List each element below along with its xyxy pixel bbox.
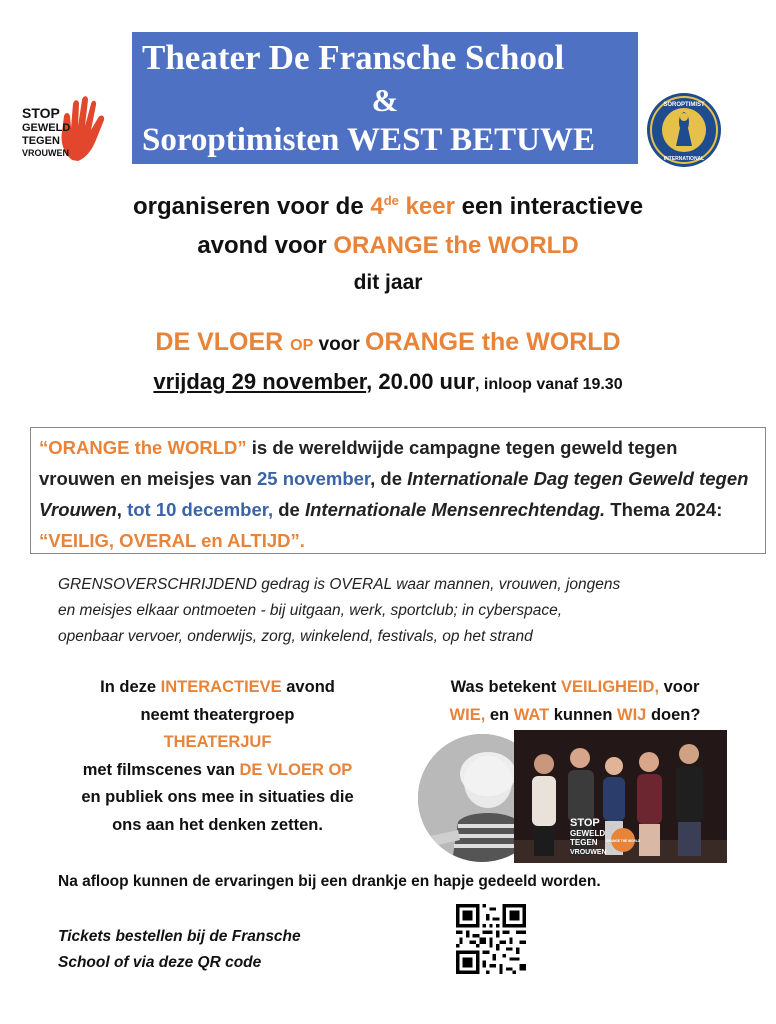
event-title-voor: voor: [313, 334, 366, 355]
soroptimist-international-emblem-icon: [646, 92, 722, 168]
left-text: avond: [281, 678, 335, 696]
intro-line-2: [0, 232, 776, 260]
soroptimist-logo-bottom-text: INTERNATIONAL: [663, 156, 705, 162]
soroptimist-logo-top-text: SOROPTIMIST: [663, 102, 705, 108]
campaign-text: ,: [116, 499, 128, 520]
left-line-5: en publiek ons mee in situaties die: [81, 788, 354, 806]
question-text: Was betekent: [450, 678, 561, 696]
photo-overlay-vrouwen: VROUWEN: [570, 849, 607, 856]
header-banner: [132, 32, 638, 164]
campaign-text: Thema 2024:: [605, 499, 723, 520]
tickets-line-1: Tickets bestellen bij de Fransche: [58, 928, 301, 945]
stop-logo-word-geweld: GEWELD: [22, 122, 71, 134]
de-vloer-op-highlight: DE VLOER OP: [239, 760, 353, 779]
left-line-6: ons aan het denken zetten.: [112, 815, 323, 834]
event-title: [0, 328, 776, 357]
gren-line-3: openbaar vervoer, onderwijs, zorg, winkelend, festivals, op het strand: [58, 628, 533, 645]
header-line-ampersand: &: [371, 82, 399, 118]
left-text: In deze: [100, 678, 161, 696]
intro-text-end: een interactieve: [454, 193, 644, 220]
interactieve-highlight: INTERACTIEVE: [160, 678, 282, 696]
intro-number-value: 4: [370, 193, 384, 220]
campaign-text: de: [273, 499, 305, 520]
intro-text: organiseren voor de: [132, 193, 371, 220]
theatergroup-illustration: [514, 730, 727, 863]
afterwards-drinks-text: Na afloop kunnen de ervaringen bij een drankje en hapje gedeeld worden.: [58, 873, 601, 890]
tickets-info: [58, 924, 438, 976]
intro-keer: keer: [398, 193, 455, 220]
interactive-evening-text: [40, 674, 395, 839]
campaign-info-box: [30, 427, 766, 554]
question-text: voor: [659, 678, 700, 696]
campaign-theme: “VEILIG, OVERAL en ALTIJD”.: [39, 530, 305, 551]
header-line-soroptimisten: Soroptimisten WEST BETUWE: [142, 122, 595, 158]
orange-the-world-highlight: ORANGE the WORLD: [333, 232, 579, 259]
question-text: en: [485, 705, 514, 724]
theatergroup-photo: [514, 730, 727, 863]
event-time: , 20.00 uur: [366, 369, 475, 394]
event-date: vrijdag 29 november: [153, 369, 367, 394]
grensoverschrijdend-paragraph: [58, 572, 748, 650]
intro-line-3: dit jaar: [353, 271, 423, 294]
photo-overlay-geweld: GEWELD: [570, 829, 606, 838]
campaign-human-rights-day: Internationale Mensenrechtendag.: [304, 499, 606, 520]
theaterjuf-highlight: THEATERJUF: [163, 733, 272, 751]
campaign-text: , de: [370, 468, 408, 489]
event-inloop: , inloop vanaf 19.30: [475, 376, 623, 393]
event-title-op: OP: [290, 337, 314, 354]
intro-number-suffix: de: [383, 193, 399, 208]
question-text: kunnen: [549, 705, 618, 724]
stop-geweld-hand-icon: [20, 94, 122, 164]
intro-number: [370, 193, 455, 220]
question-line-2: [415, 702, 735, 730]
intro-text: avond voor: [197, 232, 334, 259]
header-line-theater: Theater De Fransche School: [142, 38, 565, 77]
left-text: met filmscenes van: [82, 760, 240, 779]
stop-logo-word-tegen: TEGEN: [22, 135, 60, 147]
photo-overlay-tegen: TEGEN: [570, 838, 598, 847]
campaign-end-date: tot 10 december,: [127, 499, 274, 520]
intro-line-1: [0, 193, 776, 221]
campaign-intl-day: Internationale Dag tegen Geweld tegen Vrouwen: [39, 468, 749, 520]
event-title-part: DE VLOER: [155, 328, 291, 356]
tickets-line-2: School of via deze QR code: [58, 954, 262, 971]
veiligheid-highlight: VEILIGHEID,: [560, 678, 660, 696]
left-line-2: neemt theatergroep: [140, 705, 295, 724]
event-date-line: [0, 369, 776, 395]
question-text: doen?: [646, 705, 701, 724]
question-line-1: [415, 674, 735, 702]
event-title-orange-world: ORANGE the WORLD: [365, 328, 621, 356]
photo-overlay-stop: STOP: [570, 817, 600, 829]
stop-logo-word-vrouwen: VROUWEN: [22, 148, 69, 158]
wie-highlight: WIE,: [449, 705, 486, 724]
safety-question: [415, 674, 735, 729]
qr-code-icon[interactable]: [456, 904, 526, 974]
gren-line-2: en meisjes elkaar ontmoeten - bij uitgaan, werk, sportclub; in cyberspace,: [58, 602, 562, 619]
stop-logo-word-stop: STOP: [22, 105, 60, 121]
campaign-name: “ORANGE the WORLD”: [39, 437, 247, 458]
orange-the-world-badge-text: ORANGE THE WORLD: [605, 839, 641, 843]
wij-highlight: WIJ: [617, 705, 647, 724]
left-line-1: [40, 674, 395, 702]
gren-line-1: GRENSOVERSCHRIJDEND gedrag is OVERAL waar mannen, vrouwen, jongens: [58, 576, 621, 593]
left-line-4: [40, 757, 395, 785]
campaign-text: is de wereldwijde campagne tegen geweld tegen vrouwen en meisjes van: [39, 437, 678, 489]
campaign-start-date: 25 november: [256, 468, 371, 489]
wat-highlight: WAT: [513, 705, 550, 724]
